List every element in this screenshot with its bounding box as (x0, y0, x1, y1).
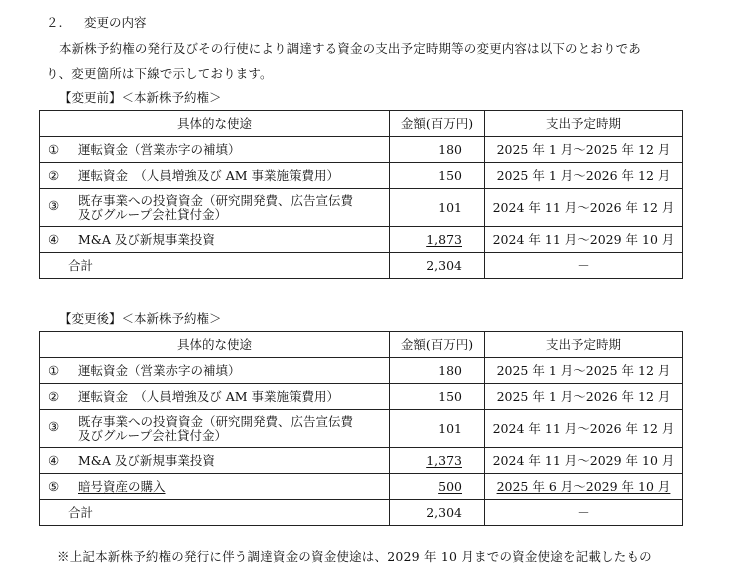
table-row (40, 137, 683, 163)
amount-cell (390, 448, 485, 474)
table-row (40, 358, 683, 384)
purpose-text: M&A 及び新規事業投資 (78, 452, 215, 468)
purpose-text (40, 480, 389, 494)
purpose-text: 運転資金（営業赤字の補填） (78, 141, 241, 157)
table-row (40, 474, 683, 500)
period-cell: 2024 年 11 月～2029 年 10 月 (485, 227, 683, 253)
period-cell: 2024 年 11 月～2026 年 12 月 (485, 410, 683, 448)
purpose-text-line-2: 及びグループ会社貸付金） (78, 427, 228, 443)
purpose-text: 運転資金（営業赤字の補填） (78, 362, 241, 378)
amount-cell: 180 (390, 358, 485, 384)
total-label-cell (40, 500, 390, 526)
table-row (40, 189, 683, 227)
purpose-cell (40, 384, 390, 410)
section-title: 変更の内容 (84, 15, 147, 30)
purpose-cell (40, 189, 390, 227)
header-amount: 金額(百万円) (390, 111, 485, 137)
amount-cell: 180 (390, 137, 485, 163)
purpose-text: 運転資金 （人員増強及び AM 事業施策費用） (78, 167, 340, 183)
amount-cell (390, 227, 485, 253)
period-cell: 2025 年 1 月～2025 年 12 月 (485, 137, 683, 163)
table-row (40, 384, 683, 410)
purpose-cell (40, 358, 390, 384)
purpose-cell (40, 448, 390, 474)
row-mark: ③ (48, 198, 60, 213)
row-mark: ② (48, 388, 60, 404)
total-row (40, 500, 683, 526)
total-row (40, 253, 683, 279)
amount-cell: 101 (390, 410, 485, 448)
after-caption: 【変更後】＜本新株予約権＞ (59, 311, 222, 326)
table-row (40, 163, 683, 189)
total-period: － (485, 500, 683, 526)
amount-cell: 101 (390, 189, 485, 227)
purpose-cell (40, 137, 390, 163)
purpose-text-line-1: 既存事業への投資資金（研究開発費、広告宣伝費 (78, 413, 354, 429)
row-mark: ④ (48, 231, 60, 247)
after-table (39, 331, 683, 526)
row-mark: ⑤ (48, 478, 60, 494)
row-mark: ① (48, 141, 60, 157)
purpose-cell (40, 474, 390, 500)
header-purpose: 具体的な使途 (40, 111, 390, 137)
header-purpose: 具体的な使途 (40, 332, 390, 358)
amount-cell (390, 474, 485, 500)
amount-changed: 1,373 (426, 452, 462, 468)
period-cell: 2024 年 11 月～2029 年 10 月 (485, 448, 683, 474)
total-amount: 2,304 (390, 253, 485, 279)
purpose-text: 運転資金 （人員増強及び AM 事業施策費用） (78, 388, 340, 404)
purpose-text (40, 415, 389, 443)
total-amount: 2,304 (390, 500, 485, 526)
purpose-cell (40, 410, 390, 448)
section-heading (46, 15, 147, 31)
total-period: － (485, 253, 683, 279)
intro-line-2: り、変更箇所は下線で示しております。 (46, 66, 273, 81)
row-mark: ③ (48, 419, 60, 434)
total-label: 合計 (68, 504, 94, 520)
row-mark: ② (48, 167, 60, 183)
purpose-cell (40, 163, 390, 189)
table-row (40, 227, 683, 253)
period-cell: 2024 年 11 月～2026 年 12 月 (485, 189, 683, 227)
period-cell: 2025 年 1 月～2026 年 12 月 (485, 163, 683, 189)
header-amount: 金額(百万円) (390, 332, 485, 358)
before-table (39, 110, 683, 279)
row-mark: ④ (48, 452, 60, 468)
period-cell: 2025 年 1 月～2025 年 12 月 (485, 358, 683, 384)
purpose-text (40, 194, 389, 222)
header-period: 支出予定時期 (485, 332, 683, 358)
intro-line-1: 本新株予約権の発行及びその行使により調達する資金の支出予定時期等の変更内容は以下のとおりであ (59, 41, 641, 56)
row-mark: ① (48, 362, 60, 378)
table-header-row (40, 332, 683, 358)
table-row (40, 448, 683, 474)
purpose-cell (40, 227, 390, 253)
period-changed: 2025 年 6 月～2029 年 10 月 (496, 478, 671, 494)
purpose-text: M&A 及び新規事業投資 (78, 231, 215, 247)
purpose-changed: 暗号資産の購入 (78, 478, 166, 494)
section-number: ２. (46, 15, 63, 30)
period-cell: 2025 年 1 月～2026 年 12 月 (485, 384, 683, 410)
total-label: 合計 (68, 257, 94, 273)
footnote: ※上記本新株予約権の発行に伴う調達資金の資金使途は、2029 年 10 月までの資金使途を記載したもの (57, 549, 652, 564)
table-header-row (40, 111, 683, 137)
purpose-text-line-1: 既存事業への投資資金（研究開発費、広告宣伝費 (78, 192, 354, 208)
amount-cell: 150 (390, 384, 485, 410)
table-row (40, 410, 683, 448)
header-period: 支出予定時期 (485, 111, 683, 137)
amount-changed: 500 (438, 478, 462, 494)
amount-changed: 1,873 (426, 231, 462, 247)
amount-cell: 150 (390, 163, 485, 189)
period-cell (485, 474, 683, 500)
before-caption: 【変更前】＜本新株予約権＞ (59, 90, 222, 105)
total-label-cell (40, 253, 390, 279)
purpose-text-line-2: 及びグループ会社貸付金） (78, 206, 228, 222)
